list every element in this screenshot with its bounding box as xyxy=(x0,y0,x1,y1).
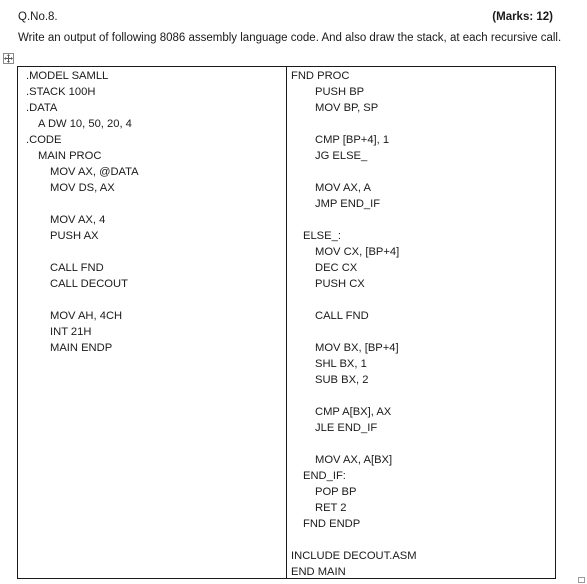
code-line xyxy=(291,116,553,132)
code-line xyxy=(291,532,553,548)
code-line xyxy=(26,292,281,308)
code-line: INT 21H xyxy=(50,326,92,338)
code-line xyxy=(291,292,553,308)
marks-label: (Marks: 12) xyxy=(492,11,553,23)
code-line: PUSH CX xyxy=(315,278,365,290)
code-line: CALL FND xyxy=(50,262,104,274)
code-line xyxy=(291,212,553,228)
code-line: .MODEL SAMLL xyxy=(26,70,109,82)
code-table xyxy=(17,66,556,579)
code-line xyxy=(291,324,553,340)
code-line: SHL BX, 1 xyxy=(315,358,367,370)
code-line: CMP A[BX], AX xyxy=(315,406,392,418)
code-line: FND PROC xyxy=(291,70,350,82)
code-line: CALL DECOUT xyxy=(50,278,128,290)
code-line: POP BP xyxy=(315,486,357,498)
code-line xyxy=(26,244,281,260)
code-line: MOV CX, [BP+4] xyxy=(315,246,400,258)
code-line: MOV AX, A xyxy=(315,182,371,194)
code-line: MOV DS, AX xyxy=(50,182,115,194)
code-line: MOV BX, [BP+4] xyxy=(315,342,399,354)
code-line: JLE END_IF xyxy=(315,422,378,434)
code-line: MOV AH, 4CH xyxy=(50,310,123,322)
code-column-main xyxy=(26,68,281,356)
code-line: CALL FND xyxy=(315,310,369,322)
code-line: JMP END_IF xyxy=(315,198,381,210)
code-line: MAIN ENDP xyxy=(50,342,113,354)
resize-square-icon[interactable] xyxy=(578,577,585,583)
code-line: MOV AX, @DATA xyxy=(50,166,139,178)
code-line: ELSE_: xyxy=(303,230,341,242)
code-line: PUSH AX xyxy=(50,230,99,242)
code-line: MOV AX, A[BX] xyxy=(315,454,393,466)
code-line: END MAIN xyxy=(291,566,346,578)
move-arrows-icon[interactable] xyxy=(3,53,14,64)
code-line: FND ENDP xyxy=(303,518,361,530)
code-line: CMP [BP+4], 1 xyxy=(315,134,390,146)
code-line xyxy=(291,388,553,404)
code-line: JG ELSE_ xyxy=(315,150,368,162)
code-line: INCLUDE DECOUT.ASM xyxy=(291,550,417,562)
code-line: SUB BX, 2 xyxy=(315,374,369,386)
question-text: Write an output of following 8086 assembly language code. And also draw the stack, at each recursive call. xyxy=(18,32,562,44)
code-line: MOV BP, SP xyxy=(315,102,379,114)
code-line: .DATA xyxy=(26,102,58,114)
code-line: MOV AX, 4 xyxy=(50,214,106,226)
code-line xyxy=(291,164,553,180)
question-number: Q.No.8. xyxy=(18,11,58,23)
code-line: .STACK 100H xyxy=(26,86,96,98)
code-line: RET 2 xyxy=(315,502,347,514)
code-line: MAIN PROC xyxy=(38,150,102,162)
code-line: END_IF: xyxy=(303,470,346,482)
code-line: A DW 10, 50, 20, 4 xyxy=(38,118,132,130)
code-line xyxy=(26,196,281,212)
code-line: DEC CX xyxy=(315,262,358,274)
column-divider xyxy=(286,67,287,578)
code-line: .CODE xyxy=(26,134,62,146)
code-column-fnd xyxy=(291,68,553,580)
code-line xyxy=(291,436,553,452)
code-line: PUSH BP xyxy=(315,86,365,98)
